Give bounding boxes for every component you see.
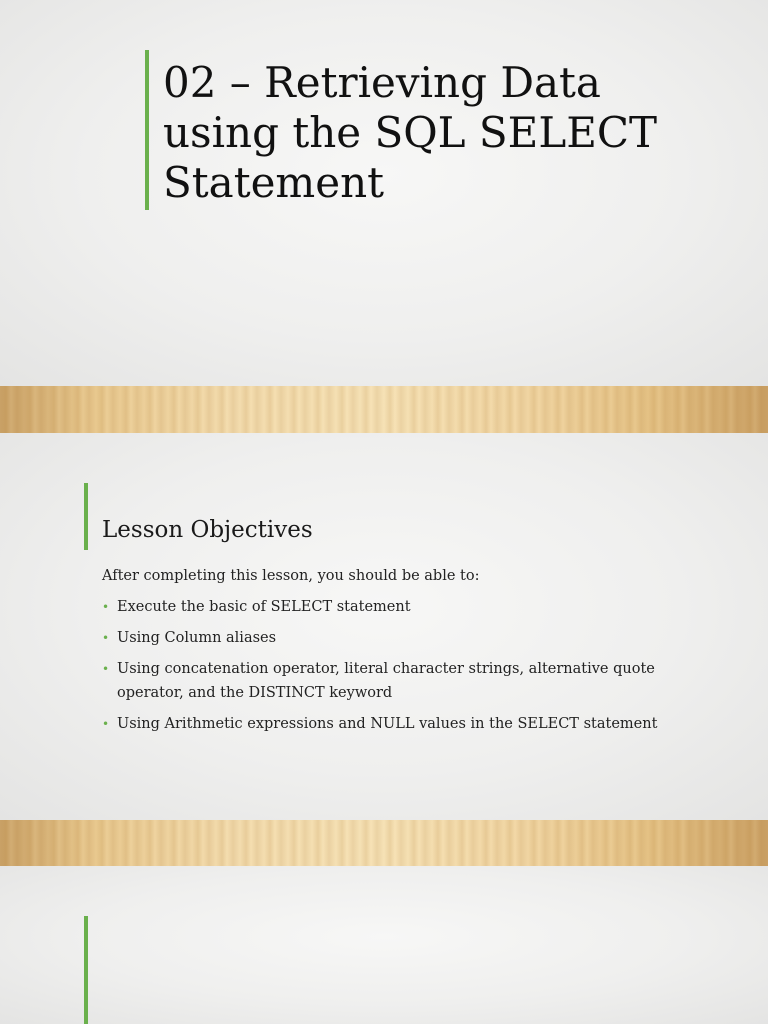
list-item-text: Execute the basic of SELECT statement — [117, 599, 411, 615]
bullet-icon: • — [102, 631, 110, 645]
slide-1-accent-bar — [145, 50, 149, 210]
list-item — [102, 626, 662, 650]
slide-3 — [0, 866, 768, 1024]
list-item — [102, 712, 662, 736]
slide-2-title: Lesson Objectives — [102, 517, 313, 543]
list-item-text: Using Arithmetic expressions and NULL values in the SELECT statement — [117, 716, 658, 732]
bullet-icon: • — [102, 662, 110, 676]
list-item — [102, 595, 662, 619]
slide-2-body — [102, 564, 662, 743]
slide-2-accent-bar — [84, 483, 88, 550]
wood-separator-2 — [0, 820, 768, 866]
list-item — [102, 657, 662, 705]
slide-3-accent-bar — [84, 916, 88, 1024]
slide-1-title: 02 – Retrieving Data using the SQL SELECT Statement — [163, 58, 658, 207]
slide-1 — [0, 0, 768, 386]
bullet-icon: • — [102, 600, 110, 614]
slide-2-intro: After completing this lesson, you should be able to: — [102, 568, 480, 584]
list-item-text: Using concatenation operator, literal character strings, alternative quote operator, and the DISTINCT keyword — [117, 661, 655, 701]
wood-separator-1 — [0, 386, 768, 433]
objectives-list — [102, 595, 662, 736]
bullet-icon: • — [102, 717, 110, 731]
list-item-text: Using Column aliases — [117, 630, 277, 646]
